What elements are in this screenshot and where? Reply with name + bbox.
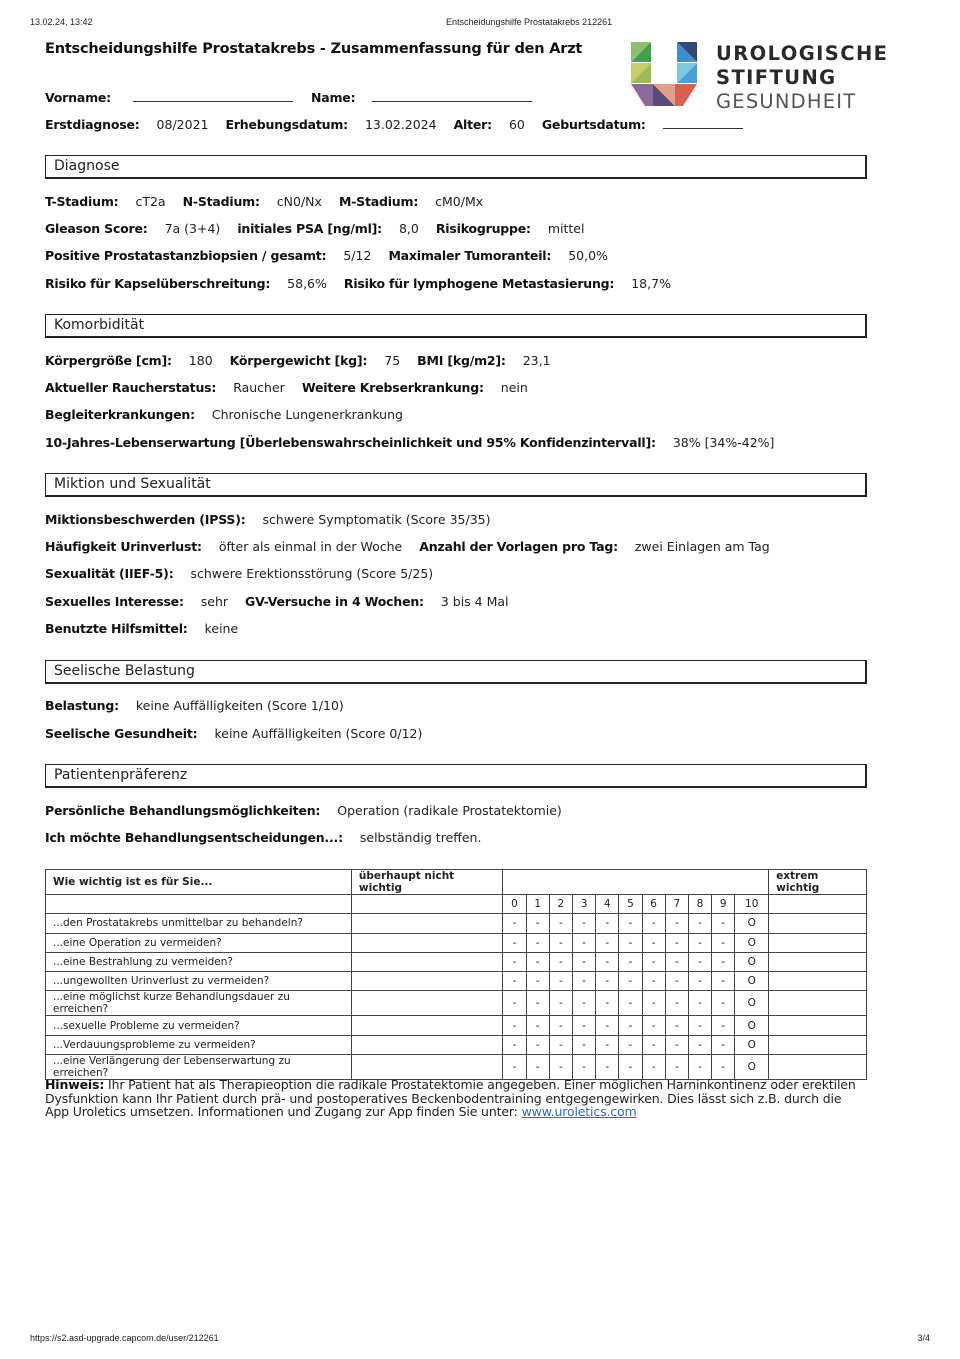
table-row [46,914,867,933]
scale-1: 1 [526,895,549,914]
rating-cell-2: - [549,914,572,933]
rating-cell-4: - [596,972,619,991]
psa-label: initiales PSA [ng/ml]: [237,221,382,236]
print-datetime: 13.02.24, 13:42 [30,17,93,27]
high-cell [769,972,867,991]
comorbidities-row [45,407,420,422]
header-low: überhaupt nicht wichtig [351,870,503,895]
ipss-row [45,512,507,527]
rating-cell-10: O [735,1016,769,1035]
gleason-label: Gleason Score: [45,221,148,236]
rating-cell-1: - [526,1055,549,1080]
geburtsdatum-label: Geburtsdatum: [541,117,646,132]
scale-5: 5 [619,895,642,914]
rating-cell-10: O [735,1035,769,1054]
hint-text: Ihr Patient hat als Therapieoption die radikale Prostatektomie angegeben. Einer möglichen Harninkontinenz oder erektilen Dysfunktion kann Ihr Patient durch prä- und postoperatives Beckenbodentraining entgegengewirken. Dies lässt sich z.B. durch die App Uroletics umsetzen. Informationen und Zugang zur App finden Sie unter: [45,1077,856,1119]
rating-cell-2: - [549,991,572,1016]
low-cell [351,952,503,971]
hint-paragraph [45,1078,867,1119]
table-row [46,1035,867,1054]
weight-value: 75 [384,353,401,368]
rating-cell-5: - [619,1055,642,1080]
rating-cell-0: - [503,991,526,1016]
lymph-risk-value: 18,7% [631,276,671,291]
rating-cell-5: - [619,914,642,933]
low-cell [351,914,503,933]
low-cell [351,972,503,991]
rating-cell-0: - [503,952,526,971]
pads-value: zwei Einlagen am Tag [634,539,770,554]
question-cell: ...Verdauungsprobleme zu vermeiden? [46,1035,352,1054]
rating-cell-2: - [549,972,572,991]
question-cell: ...eine möglichst kurze Behandlungsdauer zu erreichen? [46,991,352,1016]
alter-label: Alter: [453,117,492,132]
page-title: Entscheidungshilfe Prostatakrebs - Zusammenfassung für den Arzt [45,41,583,57]
diagnose-biopsy-row [45,248,625,263]
header-high: extrem wichtig [769,870,867,895]
scale-9: 9 [712,895,735,914]
vorname-label: Vorname: [45,90,111,105]
diagnose-risk-row [45,276,688,291]
diagnose-stage-row [45,194,500,209]
section-miktion: Miktion und Sexualität [45,473,867,497]
diagnose-gleason-row [45,221,601,236]
lymph-risk-label: Risiko für lymphogene Metastasierung: [343,276,615,291]
high-cell [769,933,867,952]
scale-6: 6 [642,895,665,914]
rating-cell-7: - [665,991,688,1016]
rating-cell-8: - [688,1016,711,1035]
table-row [46,1055,867,1080]
ipss-value: schwere Symptomatik (Score 35/35) [262,512,491,527]
height-label: Körpergröße [cm]: [45,353,172,368]
preference-table [45,869,867,1080]
rating-cell-8: - [688,972,711,991]
distress-value: keine Auffälligkeiten (Score 1/10) [135,698,344,713]
question-cell: ...eine Bestrahlung zu vermeiden? [46,952,352,971]
rating-cell-0: - [503,1035,526,1054]
smoker-value: Raucher [233,380,285,395]
rating-cell-6: - [642,1055,665,1080]
decision-row [45,830,498,845]
header-scale-spacer [503,870,769,895]
name-label: Name: [310,90,356,105]
high-cell [769,914,867,933]
weight-label: Körpergewicht [kg]: [229,353,368,368]
rating-cell-8: - [688,933,711,952]
table-row [46,952,867,971]
m-stadium-label: M-Stadium: [338,194,419,209]
sexual-interest-row [45,594,526,609]
rating-cell-5: - [619,972,642,991]
rating-cell-3: - [572,952,595,971]
ipss-label: Miktionsbeschwerden (IPSS): [45,512,246,527]
treatment-options-row [45,803,579,818]
other-cancer-label: Weitere Krebserkrankung: [301,380,484,395]
rating-cell-3: - [572,1035,595,1054]
rating-cell-3: - [572,1055,595,1080]
t-stadium-label: T-Stadium: [45,194,119,209]
mental-health-row [45,726,439,741]
rating-cell-10: O [735,972,769,991]
rating-cell-6: - [642,933,665,952]
question-cell: ...sexuelle Probleme zu vermeiden? [46,1016,352,1035]
rating-cell-6: - [642,952,665,971]
rating-cell-6: - [642,1035,665,1054]
erstdiagnose-value: 08/2021 [156,117,209,132]
low-cell [351,1016,503,1035]
rating-cell-4: - [596,952,619,971]
scale-3: 3 [572,895,595,914]
high-cell [769,952,867,971]
rating-cell-8: - [688,1035,711,1054]
smoker-row [45,380,545,395]
scale-8: 8 [688,895,711,914]
rating-cell-8: - [688,914,711,933]
question-cell: ...eine Operation zu vermeiden? [46,933,352,952]
rating-cell-7: - [665,933,688,952]
tumor-share-value: 50,0% [568,248,608,263]
patient-dates-row [45,117,761,132]
low-cell [351,1055,503,1080]
rating-cell-0: - [503,933,526,952]
sexual-interest-value: sehr [200,594,229,609]
rating-cell-2: - [549,1055,572,1080]
table-scale-row [46,895,867,914]
urologische-stiftung-logo-icon [631,42,697,108]
scale-empty-high [769,895,867,914]
rating-cell-4: - [596,991,619,1016]
rating-cell-4: - [596,1016,619,1035]
rating-cell-3: - [572,933,595,952]
rating-cell-7: - [665,914,688,933]
rating-cell-3: - [572,1016,595,1035]
risk-group-label: Risikogruppe: [435,221,531,236]
rating-cell-10: O [735,991,769,1016]
treatment-options-label: Persönliche Behandlungsmöglichkeiten: [45,803,321,818]
mental-health-value: keine Auffälligkeiten (Score 0/12) [214,726,423,741]
patient-name-row [45,90,550,105]
rating-cell-5: - [619,991,642,1016]
n-stadium-value: cN0/Nx [276,194,322,209]
rating-cell-7: - [665,952,688,971]
scale-7: 7 [665,895,688,914]
rating-cell-9: - [712,1055,735,1080]
rating-cell-8: - [688,1055,711,1080]
gleason-value: 7a (3+4) [164,221,221,236]
low-cell [351,1035,503,1054]
high-cell [769,1035,867,1054]
low-cell [351,991,503,1016]
urine-loss-row [45,539,787,554]
low-cell [351,933,503,952]
rating-cell-0: - [503,972,526,991]
rating-cell-10: O [735,914,769,933]
sexual-interest-label: Sexuelles Interesse: [45,594,184,609]
logo-line-2: STIFTUNG [716,66,837,89]
gv-attempts-label: GV-Versuche in 4 Wochen: [245,594,424,609]
rating-cell-9: - [712,914,735,933]
logo [631,42,889,113]
erhebungsdatum-value: 13.02.2024 [364,117,437,132]
rating-cell-0: - [503,1016,526,1035]
rating-cell-4: - [596,933,619,952]
logo-text [716,42,888,114]
question-cell: ...den Prostatakrebs unmittelbar zu behandeln? [46,914,352,933]
comorbidities-label: Begleiterkrankungen: [45,407,195,422]
high-cell [769,991,867,1016]
rating-cell-0: - [503,914,526,933]
biopsies-label: Positive Prostatastanzbiopsien / gesamt: [45,248,327,263]
t-stadium-value: cT2a [135,194,166,209]
high-cell [769,1055,867,1080]
aids-label: Benutzte Hilfsmittel: [45,621,188,636]
biopsies-value: 5/12 [343,248,372,263]
rating-cell-3: - [572,972,595,991]
erhebungsdatum-label: Erhebungsdatum: [225,117,348,132]
rating-cell-7: - [665,1055,688,1080]
rating-cell-1: - [526,933,549,952]
section-praeferenz: Patientenpräferenz [45,764,867,788]
logo-line-1: UROLOGISCHE [716,42,889,65]
rating-cell-2: - [549,952,572,971]
print-doc-title: Entscheidungshilfe Prostatakrebs 212261 [446,17,613,27]
rating-cell-4: - [596,1035,619,1054]
section-seelisch: Seelische Belastung [45,660,867,684]
header-question: Wie wichtig ist es für Sie... [46,870,352,895]
scale-2: 2 [549,895,572,914]
bmi-label: BMI [kg/m2]: [417,353,506,368]
rating-cell-1: - [526,972,549,991]
rating-cell-5: - [619,933,642,952]
iief-label: Sexualität (IIEF-5): [45,566,174,581]
rating-cell-9: - [712,952,735,971]
rating-cell-4: - [596,914,619,933]
gv-attempts-value: 3 bis 4 Mal [440,594,509,609]
rating-cell-2: - [549,1035,572,1054]
rating-cell-1: - [526,952,549,971]
rating-cell-9: - [712,933,735,952]
rating-cell-1: - [526,991,549,1016]
rating-cell-1: - [526,914,549,933]
mental-health-label: Seelische Gesundheit: [45,726,198,741]
rating-cell-9: - [712,1035,735,1054]
geburtsdatum-field [663,128,743,129]
distress-label: Belastung: [45,698,119,713]
bmi-value: 23,1 [522,353,551,368]
scale-0: 0 [503,895,526,914]
rating-cell-5: - [619,952,642,971]
psa-value: 8,0 [398,221,419,236]
rating-cell-2: - [549,1016,572,1035]
risk-group-value: mittel [547,221,585,236]
rating-cell-8: - [688,991,711,1016]
iief-row [45,566,450,581]
rating-cell-9: - [712,991,735,1016]
scale-4: 4 [596,895,619,914]
pads-label: Anzahl der Vorlagen pro Tag: [419,539,618,554]
body-measure-row [45,353,568,368]
question-cell: ...eine Verlängerung der Lebenserwartung zu erreichen? [46,1055,352,1080]
rating-cell-8: - [688,952,711,971]
rating-cell-9: - [712,972,735,991]
life-expectancy-label: 10-Jahres-Lebenserwartung [Überlebenswahrscheinlichkeit und 95% Konfidenzintervall]: [45,435,656,450]
rating-cell-6: - [642,991,665,1016]
table-row [46,991,867,1016]
tumor-share-label: Maximaler Tumoranteil: [388,248,552,263]
alter-value: 60 [508,117,525,132]
m-stadium-value: cM0/Mx [435,194,484,209]
rating-cell-6: - [642,1016,665,1035]
iief-value: schwere Erektionsstörung (Score 5/25) [190,566,434,581]
table-row [46,933,867,952]
high-cell [769,1016,867,1035]
rating-cell-10: O [735,952,769,971]
urine-loss-label: Häufigkeit Urinverlust: [45,539,202,554]
rating-cell-3: - [572,991,595,1016]
rating-cell-3: - [572,914,595,933]
rating-cell-1: - [526,1016,549,1035]
table-row [46,972,867,991]
vorname-field [133,101,293,102]
treatment-options-value: Operation (radikale Prostatektomie) [337,803,562,818]
other-cancer-value: nein [500,380,528,395]
scale-10: 10 [735,895,769,914]
rating-cell-7: - [665,1016,688,1035]
distress-row [45,698,361,713]
comorbidities-value: Chronische Lungenerkrankung [211,407,403,422]
section-komorbiditaet: Komorbidität [45,314,867,338]
aids-value: keine [204,621,239,636]
decision-label: Ich möchte Behandlungsentscheidungen...: [45,830,343,845]
rating-cell-1: - [526,1035,549,1054]
hint-label: Hinweis: [45,1077,105,1092]
erstdiagnose-label: Erstdiagnose: [45,117,140,132]
n-stadium-label: N-Stadium: [182,194,260,209]
rating-cell-10: O [735,1055,769,1080]
aids-row [45,621,255,636]
capsule-risk-label: Risiko für Kapselüberschreitung: [45,276,271,291]
rating-cell-7: - [665,972,688,991]
table-row [46,1016,867,1035]
rating-cell-2: - [549,933,572,952]
section-diagnose: Diagnose [45,155,867,179]
name-field [372,101,532,102]
rating-cell-10: O [735,933,769,952]
urine-loss-value: öfter als einmal in der Woche [218,539,403,554]
capsule-risk-value: 58,6% [287,276,327,291]
height-value: 180 [188,353,213,368]
table-header-row [46,870,867,895]
smoker-label: Aktueller Raucherstatus: [45,380,217,395]
rating-cell-9: - [712,1016,735,1035]
question-cell: ...ungewollten Urinverlust zu vermeiden? [46,972,352,991]
rating-cell-4: - [596,1055,619,1080]
scale-empty-question [46,895,352,914]
rating-cell-6: - [642,972,665,991]
scale-empty-low [351,895,503,914]
print-url: https://s2.asd-upgrade.capcom.de/user/212261 [30,1333,219,1343]
logo-line-3: GESUNDHEIT [716,90,857,113]
life-expectancy-value: 38% [34%-42%] [672,435,775,450]
decision-value: selbständig treffen. [359,830,482,845]
uroletics-link[interactable]: www.uroletics.com [521,1104,637,1119]
rating-cell-6: - [642,914,665,933]
rating-cell-7: - [665,1035,688,1054]
rating-cell-5: - [619,1035,642,1054]
life-expectancy-row [45,435,791,450]
page-number: 3/4 [917,1333,930,1343]
rating-cell-0: - [503,1055,526,1080]
rating-cell-5: - [619,1016,642,1035]
